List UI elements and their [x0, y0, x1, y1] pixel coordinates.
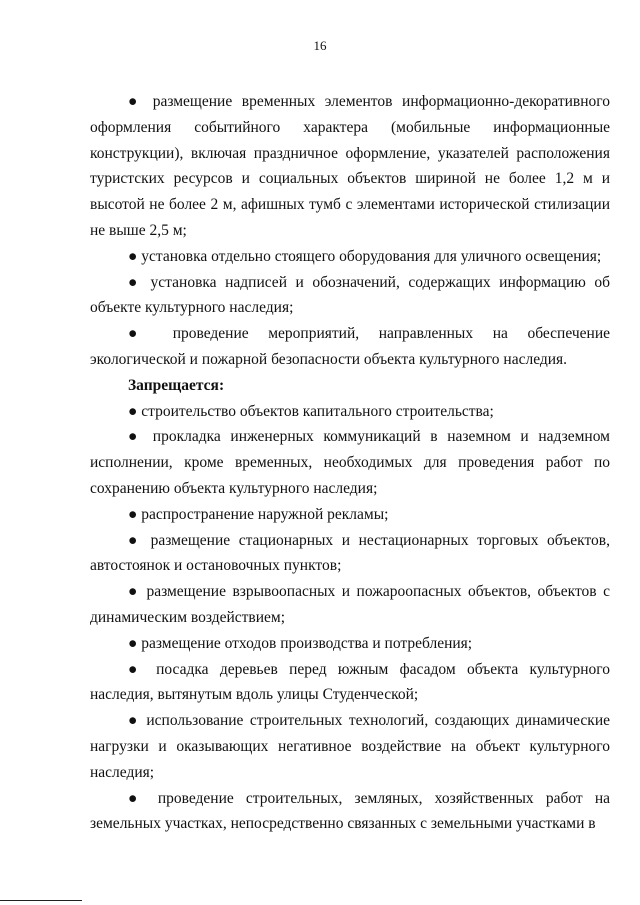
list-item-allowed-3: ● установка надписей и обозначений, содержащих информацию об объекте культурного наследия;	[90, 273, 610, 317]
list-item-prohibited-7: ● посадка деревьев перед южным фасадом объекта культурного наследия, вытянутым вдоль улицы Студенческой;	[90, 660, 610, 704]
page-number: 16	[313, 38, 327, 53]
list-item-allowed-4: ● проведение мероприятий, направленных на обеспечение экологической и пожарной безопасности объекта культурного наследия.	[90, 325, 610, 368]
list-item-allowed-2: ● установка отдельно стоящего оборудования для уличного освещения;	[128, 247, 602, 265]
list-item-prohibited-2: ● прокладка инженерных коммуникаций в наземном и надземном исполнении, кроме временных, необходимых для проведения работ по сохранению объекта культурного наследия;	[90, 428, 610, 497]
list-item-prohibited-3: ● распространение наружной рекламы;	[128, 505, 389, 523]
list-item-prohibited-8: ● использование строительных технологий, создающих динамические нагрузки и оказывающих негативное воздействие на объект культурного наследия;	[90, 712, 610, 781]
list-item-prohibited-1: ● строительство объектов капитального строительства;	[128, 402, 494, 420]
list-item-prohibited-4: ● размещение стационарных и нестационарных торговых объектов, автостоянок и остановочных пунктов;	[90, 531, 610, 575]
list-item-prohibited-9: ● проведение строительных, земляных, хозяйственных работ на земельных участках, непосредственно связанных с земельными участками в	[90, 789, 610, 833]
list-item-allowed-1: ● размещение временных элементов информационно-декоративного оформления событийного характера (мобильные информационные конструкции), включая праздничное оформление, указателей расположения туристских ресурсов и социальных объектов шириной не более 1,2 м и высотой не более 2 м, афишных тумб с элементами исторической стилизации не выше 2,5 м;	[90, 93, 610, 239]
footnote-divider	[0, 900, 82, 901]
list-item-prohibited-6: ● размещение отходов производства и потребления;	[128, 634, 473, 652]
section-heading-prohibited: Запрещается:	[128, 376, 225, 394]
document-body	[90, 89, 610, 837]
list-item-prohibited-5: ● размещение взрывоопасных и пожароопасных объектов, объектов с динамическим воздействием;	[90, 583, 610, 626]
